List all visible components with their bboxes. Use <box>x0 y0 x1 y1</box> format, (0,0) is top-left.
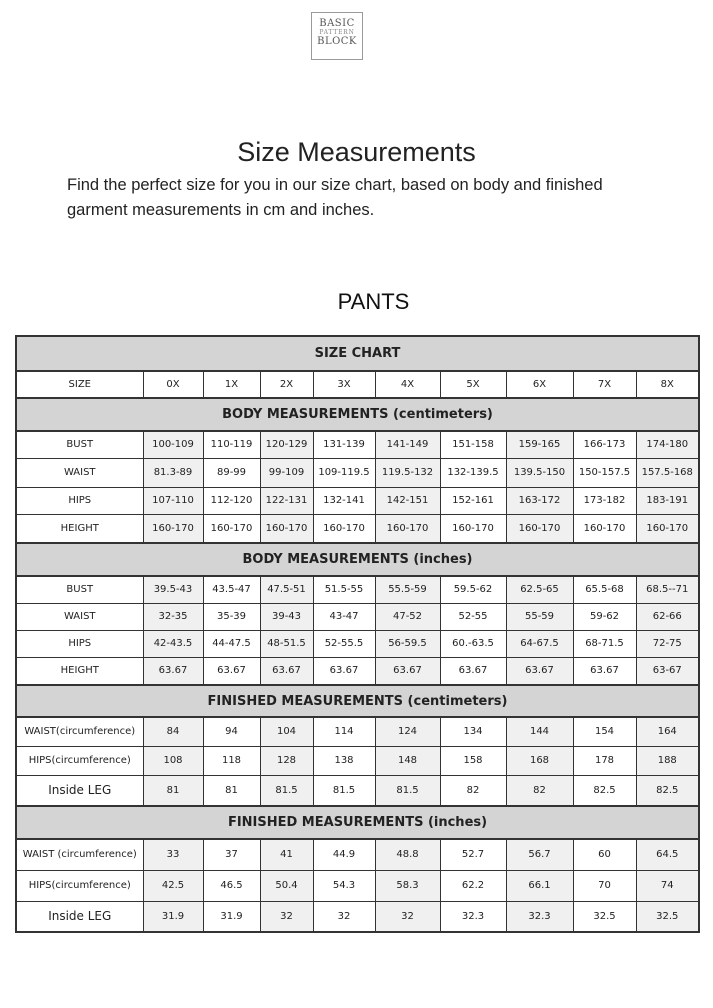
value-cell: 131-139 <box>313 431 375 458</box>
value-cell: 148 <box>375 746 440 775</box>
value-cell: 158 <box>440 746 506 775</box>
row-label: HIPS(circumference) <box>16 870 143 901</box>
size-7x: 7X <box>573 371 636 398</box>
value-cell: 122-131 <box>260 487 313 514</box>
value-cell: 52-55 <box>440 603 506 630</box>
value-cell: 138 <box>313 746 375 775</box>
value-cell: 35-39 <box>203 603 260 630</box>
table-row <box>16 717 699 746</box>
value-cell: 152-161 <box>440 487 506 514</box>
section-subtitle: PANTS <box>337 289 410 314</box>
value-cell: 63.67 <box>143 657 203 685</box>
value-cell: 160-170 <box>313 514 375 543</box>
value-cell: 65.5-68 <box>573 576 636 603</box>
value-cell: 52.7 <box>440 839 506 870</box>
size-label: SIZE <box>16 371 143 398</box>
value-cell: 84 <box>143 717 203 746</box>
row-label: BUST <box>16 576 143 603</box>
value-cell: 37 <box>203 839 260 870</box>
value-cell: 68.5--71 <box>636 576 699 603</box>
value-cell: 60.-63.5 <box>440 630 506 657</box>
brand-logo <box>311 12 363 60</box>
value-cell: 60 <box>573 839 636 870</box>
value-cell: 46.5 <box>203 870 260 901</box>
value-cell: 108 <box>143 746 203 775</box>
chart-heading: SIZE CHART <box>16 336 699 371</box>
value-cell: 52-55.5 <box>313 630 375 657</box>
section-header-row <box>16 806 699 839</box>
value-cell: 134 <box>440 717 506 746</box>
value-cell: 63.67 <box>506 657 573 685</box>
value-cell: 99-109 <box>260 458 313 487</box>
value-cell: 132-141 <box>313 487 375 514</box>
value-cell: 63.67 <box>203 657 260 685</box>
value-cell: 81 <box>203 775 260 806</box>
value-cell: 62-66 <box>636 603 699 630</box>
size-8x: 8X <box>636 371 699 398</box>
value-cell: 82 <box>506 775 573 806</box>
value-cell: 188 <box>636 746 699 775</box>
value-cell: 55.5-59 <box>375 576 440 603</box>
value-cell: 42-43.5 <box>143 630 203 657</box>
value-cell: 104 <box>260 717 313 746</box>
row-label: WAIST <box>16 458 143 487</box>
value-cell: 32.3 <box>506 901 573 932</box>
value-cell: 168 <box>506 746 573 775</box>
row-label: WAIST(circumference) <box>16 717 143 746</box>
value-cell: 157.5-168 <box>636 458 699 487</box>
intro-text: Find the perfect size for you in our size chart, based on body and finished garment measurements in cm and inches. <box>67 176 603 219</box>
table-row <box>16 775 699 806</box>
value-cell: 31.9 <box>143 901 203 932</box>
value-cell: 43.5-47 <box>203 576 260 603</box>
value-cell: 32-35 <box>143 603 203 630</box>
value-cell: 160-170 <box>506 514 573 543</box>
value-cell: 160-170 <box>636 514 699 543</box>
value-cell: 32 <box>313 901 375 932</box>
section-title: BODY MEASUREMENTS (centimeters) <box>16 398 699 431</box>
value-cell: 33 <box>143 839 203 870</box>
value-cell: 44-47.5 <box>203 630 260 657</box>
value-cell: 82.5 <box>573 775 636 806</box>
section-title: BODY MEASUREMENTS (inches) <box>16 543 699 576</box>
value-cell: 62.5-65 <box>506 576 573 603</box>
value-cell: 63.67 <box>260 657 313 685</box>
value-cell: 47.5-51 <box>260 576 313 603</box>
value-cell: 70 <box>573 870 636 901</box>
value-cell: 166-173 <box>573 431 636 458</box>
size-2x: 2X <box>260 371 313 398</box>
value-cell: 31.9 <box>203 901 260 932</box>
value-cell: 48.8 <box>375 839 440 870</box>
value-cell: 154 <box>573 717 636 746</box>
size-1x: 1X <box>203 371 260 398</box>
table-row <box>16 458 699 487</box>
value-cell: 159-165 <box>506 431 573 458</box>
size-3x: 3X <box>313 371 375 398</box>
table-row <box>16 431 699 458</box>
logo-line-2: PATTERN <box>319 29 355 36</box>
value-cell: 59.5-62 <box>440 576 506 603</box>
value-cell: 56-59.5 <box>375 630 440 657</box>
value-cell: 81.5 <box>260 775 313 806</box>
value-cell: 120-129 <box>260 431 313 458</box>
table-row <box>16 576 699 603</box>
value-cell: 62.2 <box>440 870 506 901</box>
row-label: HIPS <box>16 630 143 657</box>
table-row <box>16 630 699 657</box>
value-cell: 48-51.5 <box>260 630 313 657</box>
row-label: HEIGHT <box>16 514 143 543</box>
value-cell: 64-67.5 <box>506 630 573 657</box>
value-cell: 183-191 <box>636 487 699 514</box>
value-cell: 66.1 <box>506 870 573 901</box>
chart-heading-row <box>16 336 699 371</box>
value-cell: 74 <box>636 870 699 901</box>
value-cell: 160-170 <box>143 514 203 543</box>
size-4x: 4X <box>375 371 440 398</box>
value-cell: 32.5 <box>636 901 699 932</box>
row-label: Inside LEG <box>16 775 143 806</box>
value-cell: 132-139.5 <box>440 458 506 487</box>
value-cell: 160-170 <box>375 514 440 543</box>
value-cell: 124 <box>375 717 440 746</box>
value-cell: 39.5-43 <box>143 576 203 603</box>
logo-line-1: BASIC <box>319 18 355 29</box>
row-label: BUST <box>16 431 143 458</box>
table-row <box>16 839 699 870</box>
value-cell: 59-62 <box>573 603 636 630</box>
table-row <box>16 657 699 685</box>
value-cell: 173-182 <box>573 487 636 514</box>
value-cell: 81.5 <box>313 775 375 806</box>
value-cell: 54.3 <box>313 870 375 901</box>
value-cell: 68-71.5 <box>573 630 636 657</box>
value-cell: 144 <box>506 717 573 746</box>
size-5x: 5X <box>440 371 506 398</box>
value-cell: 160-170 <box>440 514 506 543</box>
row-label: WAIST (circumference) <box>16 839 143 870</box>
value-cell: 160-170 <box>203 514 260 543</box>
value-cell: 32 <box>260 901 313 932</box>
section-header-row <box>16 543 699 576</box>
value-cell: 114 <box>313 717 375 746</box>
value-cell: 81.5 <box>375 775 440 806</box>
value-cell: 160-170 <box>573 514 636 543</box>
value-cell: 118 <box>203 746 260 775</box>
value-cell: 32.3 <box>440 901 506 932</box>
value-cell: 110-119 <box>203 431 260 458</box>
value-cell: 50.4 <box>260 870 313 901</box>
row-label: WAIST <box>16 603 143 630</box>
table-row <box>16 514 699 543</box>
value-cell: 81.3-89 <box>143 458 203 487</box>
table-row <box>16 487 699 514</box>
value-cell: 32.5 <box>573 901 636 932</box>
size-0x: 0X <box>143 371 203 398</box>
value-cell: 47-52 <box>375 603 440 630</box>
value-cell: 63.67 <box>313 657 375 685</box>
size-chart-table <box>15 335 700 933</box>
page-title: Size Measurements <box>237 137 476 167</box>
section-title: FINISHED MEASUREMENTS (centimeters) <box>16 685 699 717</box>
value-cell: 142-151 <box>375 487 440 514</box>
value-cell: 58.3 <box>375 870 440 901</box>
value-cell: 109-119.5 <box>313 458 375 487</box>
row-label: Inside LEG <box>16 901 143 932</box>
size-header-row <box>16 371 699 398</box>
section-header-row <box>16 398 699 431</box>
value-cell: 178 <box>573 746 636 775</box>
table-row <box>16 870 699 901</box>
table-row <box>16 901 699 932</box>
table-row <box>16 746 699 775</box>
value-cell: 63.67 <box>375 657 440 685</box>
value-cell: 81 <box>143 775 203 806</box>
row-label: HIPS <box>16 487 143 514</box>
value-cell: 112-120 <box>203 487 260 514</box>
value-cell: 63.67 <box>573 657 636 685</box>
value-cell: 32 <box>375 901 440 932</box>
value-cell: 44.9 <box>313 839 375 870</box>
value-cell: 42.5 <box>143 870 203 901</box>
row-label: HEIGHT <box>16 657 143 685</box>
logo-line-3: BLOCK <box>317 36 357 47</box>
row-label: HIPS(circumference) <box>16 746 143 775</box>
value-cell: 72-75 <box>636 630 699 657</box>
value-cell: 163-172 <box>506 487 573 514</box>
value-cell: 107-110 <box>143 487 203 514</box>
value-cell: 141-149 <box>375 431 440 458</box>
value-cell: 39-43 <box>260 603 313 630</box>
value-cell: 100-109 <box>143 431 203 458</box>
value-cell: 51.5-55 <box>313 576 375 603</box>
value-cell: 64.5 <box>636 839 699 870</box>
value-cell: 63.67 <box>440 657 506 685</box>
value-cell: 119.5-132 <box>375 458 440 487</box>
value-cell: 55-59 <box>506 603 573 630</box>
value-cell: 151-158 <box>440 431 506 458</box>
value-cell: 89-99 <box>203 458 260 487</box>
value-cell: 150-157.5 <box>573 458 636 487</box>
section-title: FINISHED MEASUREMENTS (inches) <box>16 806 699 839</box>
value-cell: 82.5 <box>636 775 699 806</box>
value-cell: 56.7 <box>506 839 573 870</box>
value-cell: 128 <box>260 746 313 775</box>
value-cell: 139.5-150 <box>506 458 573 487</box>
value-cell: 94 <box>203 717 260 746</box>
value-cell: 82 <box>440 775 506 806</box>
value-cell: 41 <box>260 839 313 870</box>
section-header-row <box>16 685 699 717</box>
value-cell: 160-170 <box>260 514 313 543</box>
size-6x: 6X <box>506 371 573 398</box>
value-cell: 164 <box>636 717 699 746</box>
table-row <box>16 603 699 630</box>
value-cell: 43-47 <box>313 603 375 630</box>
value-cell: 63-67 <box>636 657 699 685</box>
value-cell: 174-180 <box>636 431 699 458</box>
